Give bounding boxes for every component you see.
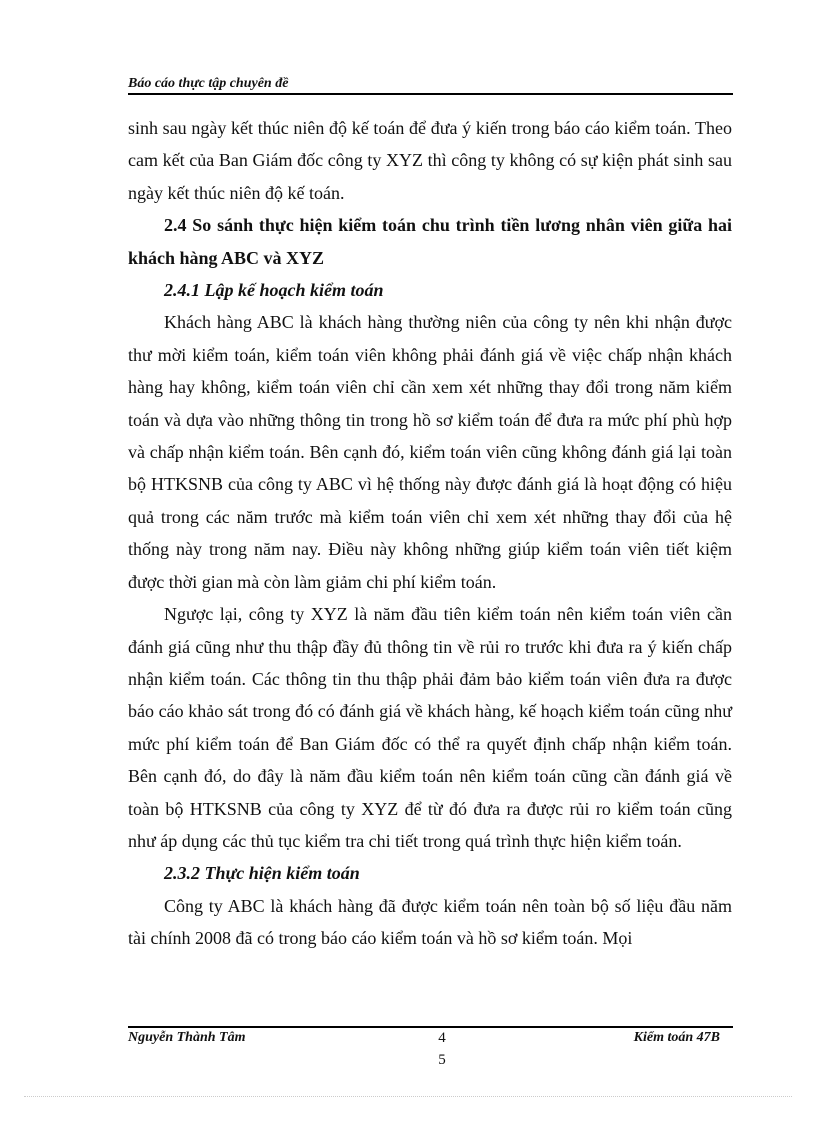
paragraph-continuation: sinh sau ngày kết thúc niên độ kế toán để đưa ý kiến trong báo cáo kiểm toán. Theo cam kết của Ban Giám đốc công ty XYZ thì công ty không có sự kiện phát sinh sau ngày kết thúc niên độ kế toán.	[128, 118, 732, 203]
footer-class: Kiểm toán 47B	[633, 1030, 720, 1045]
subsection-heading-planning: 2.4.1 Lập kế hoạch kiểm toán	[164, 280, 384, 301]
paragraph-xyz-planning: Ngược lại, công ty XYZ là năm đầu tiên kiểm toán nên kiểm toán viên cần đánh giá cũng như thu thập đầy đủ thông tin về rủi ro trước khi đưa ra ý kiến chấp nhận kiểm toán. Các thông tin thu thập phải đảm bảo kiểm toán viên đưa ra được báo cáo khảo sát trong đó có đánh giá về khách hàng, kế hoạch kiểm toán cũng như mức phí kiểm toán để Ban Giám đốc có thể ra quyết định chấp nhận kiểm toán. Bên cạnh đó, do đây là năm đầu kiểm toán nên kiểm toán cũng cần đánh giá về toàn bộ HTKSNB của công ty XYZ để từ đó đưa ra được rủi ro kiểm toán cũng như áp dụng các thủ tục kiểm tra chi tiết trong quá trình thực hiện kiểm toán.	[128, 604, 732, 851]
document-body	[128, 112, 732, 955]
page-edge-divider	[24, 1096, 792, 1097]
page-number: 4	[438, 1030, 446, 1046]
footer-divider	[128, 1026, 733, 1028]
paragraph-abc-execution: Công ty ABC là khách hàng đã được kiểm toán nên toàn bộ số liệu đầu năm tài chính 2008 đã có trong báo cáo kiểm toán và hồ sơ kiểm toán. Mọi	[128, 895, 732, 949]
subsection-heading-execution: 2.3.2 Thực hiện kiểm toán	[164, 863, 360, 884]
paragraph-abc-planning: Khách hàng ABC là khách hàng thường niên của công ty nên khi nhận được thư mời kiểm toán, kiểm toán viên không phải đánh giá về việc chấp nhận khách hàng hay không, kiểm toán viên chỉ cần xem xét những thay đổi trong năm kiểm toán và dựa vào những thông tin trong hồ sơ kiểm toán để đưa ra mức phí phù hợp và chấp nhận kiểm toán. Bên cạnh đó, kiểm toán viên cũng không đánh giá lại toàn bộ HTKSNB của công ty ABC vì hệ thống này được đánh giá là hoạt động có hiệu quả trong các năm trước mà kiểm toán viên chỉ xem xét những thay đổi của hệ thống này trong năm nay. Điều này không những giúp kiểm toán viên tiết kiệm được thời gian mà còn làm giảm chi phí kiểm toán.	[128, 312, 732, 592]
footer-author: Nguyễn Thành Tâm	[128, 1030, 246, 1045]
section-heading: 2.4 So sánh thực hiện kiểm toán chu trình tiền lương nhân viên giữa hai khách hàng ABC và XYZ	[128, 215, 732, 268]
page-number-secondary: 5	[438, 1052, 446, 1068]
page-header	[128, 76, 733, 95]
header-title: Báo cáo thực tập chuyên đề	[128, 76, 289, 91]
